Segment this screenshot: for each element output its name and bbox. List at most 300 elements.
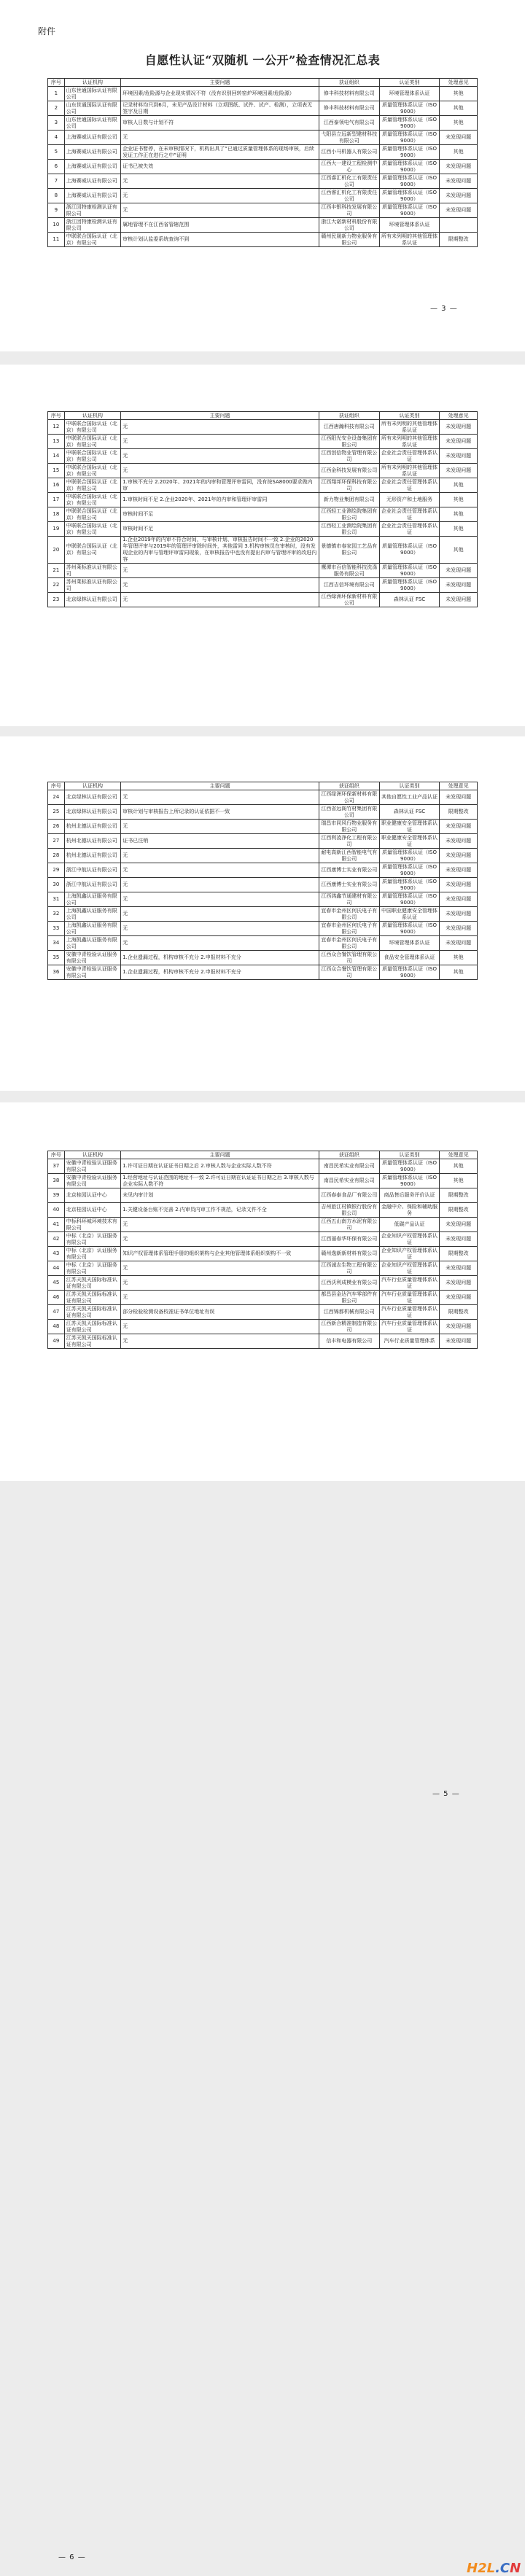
- cell-cert-category: 企业社会责任管理体系认证: [379, 507, 440, 522]
- cell-disposition: 其他: [440, 87, 478, 101]
- cell-disposition: 限期整改: [440, 1188, 478, 1203]
- table-row: [48, 1159, 478, 1174]
- cell-cert-body: 中联联合国际认证（北京）有限公司: [64, 420, 121, 435]
- cell-cert-category: 环境管理体系认证: [379, 87, 440, 101]
- inspection-table-page-3: [47, 782, 478, 980]
- cell-cert-body: 浙江中航认证有限公司: [64, 863, 121, 878]
- cell-cert-category: 汽车行业质量管理体系: [379, 1334, 440, 1349]
- cell-row-number: 10: [48, 218, 65, 233]
- table-row: [48, 174, 478, 189]
- cell-cert-body: 北京绿林认证有限公司: [64, 805, 121, 820]
- cell-cert-category: 质量管理体系认证（ISO9000）: [379, 101, 440, 116]
- cell-row-number: 17: [48, 493, 65, 507]
- cell-cert-body: 上海赛威认证有限公司: [64, 160, 121, 174]
- cell-cert-category: 企业社会责任管理体系认证: [379, 478, 440, 493]
- cell-certified-org: 新力物业集团有限公司: [319, 493, 379, 507]
- table-row: [48, 1232, 478, 1247]
- cell-disposition: 限期整改: [440, 233, 478, 247]
- table-row: [48, 1203, 478, 1218]
- cell-row-number: 30: [48, 878, 65, 892]
- cell-cert-category: 金融中介、保险和辅助服务: [379, 1203, 440, 1218]
- cell-disposition: 未发现问题: [440, 907, 478, 922]
- cell-certified-org: 弋阳县立远新型建材科技有限公司: [319, 131, 379, 145]
- cell-main-issue: 1.关键设备台账不完善 2.内审员内审工作不规范，记录文件不全: [121, 1203, 319, 1218]
- table-row: [48, 1247, 478, 1261]
- cell-main-issue: 1.经营地址与认证范围的地址不一致 2.许可证日期在认证证书日期之后 3.审核人数与企业实际人数不符: [121, 1174, 319, 1188]
- cell-certified-org: 江西丰银科技发展有限公司: [319, 203, 379, 218]
- cell-certified-org: 江西绿洲环保新材料有限公司: [319, 593, 379, 607]
- cell-certified-org: 江西泰领电气有限公司: [319, 116, 379, 131]
- cell-disposition: 未发现问题: [440, 1232, 478, 1247]
- cell-disposition: 其他: [440, 537, 478, 564]
- cell-main-issue: 无: [121, 892, 319, 907]
- cell-certified-org: 江西五山南方水泥有限公司: [319, 1218, 379, 1232]
- cell-main-issue: 无: [121, 907, 319, 922]
- cell-certified-org: 江西绿洲环保新材料有限公司: [319, 790, 379, 805]
- column-header-disposition: 处理意见: [440, 782, 478, 790]
- cell-row-number: 39: [48, 1188, 65, 1203]
- cell-cert-body: 杭州北德认证有限公司: [64, 834, 121, 849]
- cell-row-number: 25: [48, 805, 65, 820]
- cell-cert-body: 安徽中青检验认证服务有限公司: [64, 1159, 121, 1174]
- cell-row-number: 28: [48, 849, 65, 863]
- cell-disposition: 未发现问题: [440, 174, 478, 189]
- cell-cert-body: 上海凯鑫认证服务有限公司: [64, 922, 121, 936]
- column-header-row-number: 序号: [48, 782, 65, 790]
- table-row: [48, 1305, 478, 1320]
- cell-disposition: 未发现问题: [440, 820, 478, 834]
- cell-main-issue: 审核时间不足: [121, 507, 319, 522]
- cell-main-issue: 无: [121, 564, 319, 578]
- cell-disposition: 未发现问题: [440, 1218, 478, 1232]
- cell-cert-body: 江苏天凯天国际标准认证有限公司: [64, 1291, 121, 1305]
- cell-certified-org: 江西唐瀚科技有限公司: [319, 420, 379, 435]
- cell-cert-body: 苏州莱标准认证有限公司: [64, 578, 121, 593]
- cell-row-number: 33: [48, 922, 65, 936]
- cell-main-issue: 审核人日数与计划不符: [121, 116, 319, 131]
- cell-certified-org: 信丰和电器有限公司: [319, 1334, 379, 1349]
- cell-disposition: 其他: [440, 145, 478, 160]
- cell-cert-body: 江苏天凯天国际标准认证有限公司: [64, 1305, 121, 1320]
- cell-certified-org: 耐电高新江西智能电气有限公司: [319, 849, 379, 863]
- cell-certified-org: 江西睿汇机化工有限责任公司: [319, 189, 379, 203]
- cell-cert-body: 中联联合国际认证（北京）有限公司: [64, 449, 121, 464]
- cell-main-issue: 1.审核不充分 2.2020年、2021年的内审和管理评审雷同，没有按SA8000要求做内审: [121, 478, 319, 493]
- cell-main-issue: 无: [121, 593, 319, 607]
- cell-disposition: 未发现问题: [440, 203, 478, 218]
- cell-certified-org: 江西众合餐饮管理有限公司: [319, 951, 379, 965]
- table-row: [48, 87, 478, 101]
- cell-disposition: 未发现问题: [440, 449, 478, 464]
- cell-certified-org: 南昌民希实业有限公司: [319, 1174, 379, 1188]
- cell-certified-org: 江西阳光安全设备集团有限公司: [319, 435, 379, 449]
- cell-cert-body: 浙江中航认证有限公司: [64, 878, 121, 892]
- cell-certified-org: 鹰潭市百信智能科技洗涤服务有限公司: [319, 564, 379, 578]
- table-row: [48, 593, 478, 607]
- cell-row-number: 14: [48, 449, 65, 464]
- cell-certified-org: 浙江大诺新材料股份有限公司: [319, 218, 379, 233]
- column-header-cert-body: 认证机构: [64, 1151, 121, 1159]
- table-row: [48, 160, 478, 174]
- cell-certified-org: 江西大一建设工程检测中心: [319, 160, 379, 174]
- cell-row-number: 44: [48, 1261, 65, 1276]
- column-header-certified-org: 获证组织: [319, 1151, 379, 1159]
- inspection-table-page-4: [47, 1151, 478, 1349]
- cell-certified-org: 江西吉信环境有限公司: [319, 578, 379, 593]
- cell-main-issue: 无: [121, 936, 319, 951]
- cell-disposition: 未发现问题: [440, 922, 478, 936]
- table-header-row: [48, 1151, 478, 1159]
- cell-cert-category: 质量管理体系认证（ISO9000）: [379, 1174, 440, 1188]
- cell-cert-body: 上海凯鑫认证服务有限公司: [64, 936, 121, 951]
- table-row: [48, 116, 478, 131]
- cell-main-issue: 审核计划与审核报告上所记录的认证依据不一致: [121, 805, 319, 820]
- cell-cert-category: 质量管理体系认证（ISO9000）: [379, 922, 440, 936]
- cell-certified-org: 宜春市金州区何氏电子有限公司: [319, 907, 379, 922]
- cell-cert-body: 浙江因特康检测认证有限公司: [64, 218, 121, 233]
- table-row: [48, 1218, 478, 1232]
- cell-cert-category: 质量管理体系认证（ISO9000）: [379, 160, 440, 174]
- cell-main-issue: 1.企业遗漏过程，机构审核不充分 2.申报材料不充分: [121, 951, 319, 965]
- cell-cert-body: 中联联合国际认证（北京）有限公司: [64, 493, 121, 507]
- table-row: [48, 189, 478, 203]
- cell-row-number: 36: [48, 965, 65, 980]
- cell-cert-body: 山东世通国际认证有限公司: [64, 116, 121, 131]
- table-row: [48, 522, 478, 537]
- cell-disposition: 未发现问题: [440, 834, 478, 849]
- cell-row-number: 12: [48, 420, 65, 435]
- column-header-main-issue: 主要问题: [121, 79, 319, 87]
- cell-certified-org: 都昌县金达汽车零部件有限公司: [319, 1291, 379, 1305]
- document-title: 自愿性认证“双随机 一公开”检查情况汇总表: [144, 53, 381, 67]
- table-row: [48, 203, 478, 218]
- cell-cert-category: 质量管理体系认证（ISO9000）: [379, 203, 440, 218]
- cell-cert-body: 安徽中青检验认证服务有限公司: [64, 1174, 121, 1188]
- page-number: — 6 —: [58, 2553, 86, 2561]
- cell-cert-category: 质量管理体系认证（ISO9000）: [379, 578, 440, 593]
- table-row: [48, 922, 478, 936]
- cell-cert-category: 质量管理体系认证（ISO9000）: [379, 892, 440, 907]
- table-row: [48, 1334, 478, 1349]
- cell-cert-body: 中标科环城环境技术有限公司: [64, 1218, 121, 1232]
- cell-disposition: 其他: [440, 965, 478, 980]
- column-header-cert-category: 认证类别: [379, 79, 440, 87]
- table-row: [48, 449, 478, 464]
- cell-certified-org: 江西创信物业管理有限公司: [319, 449, 379, 464]
- cell-cert-category: 质量管理体系认证（ISO9000）: [379, 116, 440, 131]
- cell-row-number: 41: [48, 1218, 65, 1232]
- cell-row-number: 13: [48, 435, 65, 449]
- cell-cert-category: 职业健康安全管理体系认证: [379, 834, 440, 849]
- cell-disposition: 限期整改: [440, 1247, 478, 1261]
- column-header-row-number: 序号: [48, 1151, 65, 1159]
- cell-cert-body: 中联联合国际认证（北京）有限公司: [64, 435, 121, 449]
- cell-cert-category: 企业社会责任管理体系认证: [379, 449, 440, 464]
- cell-row-number: 37: [48, 1159, 65, 1174]
- table-header-row: [48, 79, 478, 87]
- cell-cert-body: 中标（北京）认证服务有限公司: [64, 1261, 121, 1276]
- cell-main-issue: 审核时间不足: [121, 522, 319, 537]
- cell-row-number: 43: [48, 1247, 65, 1261]
- cell-disposition: [440, 218, 478, 233]
- cell-disposition: 其他: [440, 101, 478, 116]
- cell-certified-org: 江西康博士实业有限公司: [319, 878, 379, 892]
- cell-disposition: 其他: [440, 1174, 478, 1188]
- cell-cert-body: 苏州莱标准认证有限公司: [64, 564, 121, 578]
- cell-disposition: 未发现问题: [440, 160, 478, 174]
- cell-disposition: 未发现问题: [440, 1261, 478, 1276]
- cell-disposition: 未发现问题: [440, 435, 478, 449]
- cell-certified-org: 江西众合餐饮管理有限公司: [319, 965, 379, 980]
- cell-main-issue: 无: [121, 790, 319, 805]
- table-row: [48, 101, 478, 116]
- cell-row-number: 29: [48, 863, 65, 878]
- cell-row-number: 9: [48, 203, 65, 218]
- cell-main-issue: 无: [121, 849, 319, 863]
- cell-cert-category: 企业知识产权管理体系认证: [379, 1261, 440, 1276]
- cell-certified-org: 修丰科技材料有限公司: [319, 87, 379, 101]
- cell-certified-org: 江西沃利成模业有限公司: [319, 1276, 379, 1291]
- cell-certified-org: 江西轻工业测绘院集团有限公司: [319, 522, 379, 537]
- cell-cert-category: 质量管理体系认证（ISO9000）: [379, 1159, 440, 1174]
- cell-cert-body: 上海赛威认证有限公司: [64, 189, 121, 203]
- cell-certified-org: 瑞昌市同风行物业服务有限公司: [319, 820, 379, 834]
- cell-cert-category: 森林认证 FSC: [379, 805, 440, 820]
- cell-cert-category: 环境管理体系认证: [379, 936, 440, 951]
- table-row: [48, 1276, 478, 1291]
- cell-row-number: 34: [48, 936, 65, 951]
- cell-disposition: 未发现问题: [440, 420, 478, 435]
- table-row: [48, 420, 478, 435]
- column-header-row-number: 序号: [48, 79, 65, 87]
- cell-row-number: 31: [48, 892, 65, 907]
- cell-disposition: 未发现问题: [440, 1276, 478, 1291]
- cell-main-issue: 审核计划认监委系统查询不到: [121, 233, 319, 247]
- cell-certified-org: 江西小马机器人有限公司: [319, 145, 379, 160]
- cell-cert-category: 汽车行业质量管理体系认证: [379, 1291, 440, 1305]
- cell-cert-body: 中联联合国际认证（北京）有限公司: [64, 537, 121, 564]
- cell-main-issue: 证书已被失效: [121, 160, 319, 174]
- cell-main-issue: 无: [121, 578, 319, 593]
- cell-disposition: 限期整改: [440, 1305, 478, 1320]
- cell-disposition: 未发现问题: [440, 1291, 478, 1305]
- cell-main-issue: 记录材料均只到6月，未见产品设计材料（立项图纸、试件、试产、检测），立项表无签字及日期: [121, 101, 319, 116]
- cell-certified-org: 江西诚志生物工程有限公司: [319, 1261, 379, 1276]
- cell-certified-org: 江西春泰食品厂有限公司: [319, 1188, 379, 1203]
- cell-disposition: 限期整改: [440, 805, 478, 820]
- table-row: [48, 790, 478, 805]
- table-row: [48, 805, 478, 820]
- table-row: [48, 936, 478, 951]
- column-header-cert-category: 认证类别: [379, 782, 440, 790]
- cell-cert-category: 质量管理体系认证（ISO9000）: [379, 537, 440, 564]
- table-row: [48, 145, 478, 160]
- cell-cert-body: 浙江因特康检测认证有限公司: [64, 203, 121, 218]
- cell-cert-body: 江苏天凯天国际标准认证有限公司: [64, 1276, 121, 1291]
- cell-cert-body: 中标（北京）认证服务有限公司: [64, 1232, 121, 1247]
- cell-cert-body: 中联联合国际认证（北京）有限公司: [64, 522, 121, 537]
- cell-cert-category: 食品安全管理体系认证: [379, 951, 440, 965]
- cell-disposition: 未发现问题: [440, 593, 478, 607]
- cell-disposition: 未发现问题: [440, 849, 478, 863]
- cell-row-number: 22: [48, 578, 65, 593]
- table-header-row: [48, 412, 478, 420]
- column-header-disposition: 处理意见: [440, 79, 478, 87]
- column-header-row-number: 序号: [48, 412, 65, 420]
- cell-main-issue: 无: [121, 174, 319, 189]
- table-row: [48, 1174, 478, 1188]
- cell-disposition: 未发现问题: [440, 936, 478, 951]
- table-row: [48, 131, 478, 145]
- cell-row-number: 2: [48, 101, 65, 116]
- cell-cert-category: 无形资产和土地服务: [379, 493, 440, 507]
- cell-cert-category: 森林认证 FSC: [379, 593, 440, 607]
- cell-main-issue: 无: [121, 820, 319, 834]
- table-row: [48, 233, 478, 247]
- cell-cert-body: 上海凯鑫认证服务有限公司: [64, 892, 121, 907]
- cell-main-issue: 1.企业遗漏过程，机构审核不充分 2.申报材料不充分: [121, 965, 319, 980]
- cell-cert-category: 职业健康安全管理体系认证: [379, 820, 440, 834]
- cell-row-number: 16: [48, 478, 65, 493]
- cell-cert-category: 中国职业健康安全管理体系认证: [379, 907, 440, 922]
- table-row: [48, 834, 478, 849]
- cell-cert-category: 质量管理体系认证（ISO9000）: [379, 878, 440, 892]
- cell-row-number: 35: [48, 951, 65, 965]
- cell-cert-category: 质量管理体系认证（ISO9000）: [379, 564, 440, 578]
- cell-cert-body: 北京绿林认证有限公司: [64, 593, 121, 607]
- inspection-table-page-2: [47, 411, 478, 607]
- cell-cert-body: 江苏天凯天国际标准认证有限公司: [64, 1334, 121, 1349]
- cell-certified-org: 江西鸿鑫节通建材有限公司: [319, 892, 379, 907]
- cell-cert-body: 安徽中青检验认证服务有限公司: [64, 965, 121, 980]
- table-row: [48, 1188, 478, 1203]
- cell-row-number: 18: [48, 507, 65, 522]
- cell-certified-org: 江西翔邦环保科技有限公司: [319, 478, 379, 493]
- cell-certified-org: 江西金科技发展有限公司: [319, 464, 379, 478]
- table-row: [48, 849, 478, 863]
- cell-row-number: 8: [48, 189, 65, 203]
- cell-main-issue: 无: [121, 863, 319, 878]
- cell-row-number: 46: [48, 1291, 65, 1305]
- cell-disposition: 未发现问题: [440, 878, 478, 892]
- cell-cert-category: 汽车行业质量管理体系认证: [379, 1305, 440, 1320]
- cell-row-number: 32: [48, 907, 65, 922]
- cell-disposition: 其他: [440, 951, 478, 965]
- cell-main-issue: 部分检验检测设备校准证书单位地址有误: [121, 1305, 319, 1320]
- column-header-certified-org: 获证组织: [319, 412, 379, 420]
- cell-cert-body: 上海凯鑫认证服务有限公司: [64, 907, 121, 922]
- cell-main-issue: 无: [121, 131, 319, 145]
- cell-main-issue: 无: [121, 189, 319, 203]
- cell-disposition: 限期整改: [440, 1203, 478, 1218]
- table-row: [48, 1320, 478, 1334]
- cell-cert-body: 中联联合国际认证（北京）有限公司: [64, 507, 121, 522]
- cell-cert-category: 质量管理体系认证（ISO9000）: [379, 145, 440, 160]
- cell-main-issue: 无: [121, 1291, 319, 1305]
- cell-certified-org: 江西康博士实业有限公司: [319, 863, 379, 878]
- cell-cert-category: 质量管理体系认证（ISO9000）: [379, 131, 440, 145]
- cell-cert-body: 中标（北京）认证服务有限公司: [64, 1247, 121, 1261]
- column-header-cert-category: 认证类别: [379, 412, 440, 420]
- cell-cert-category: 所有未列明的其他管理体系认证: [379, 435, 440, 449]
- table-row: [48, 493, 478, 507]
- cell-cert-body: 山东世通国际认证有限公司: [64, 87, 121, 101]
- cell-main-issue: 1.审核时间不足 2.企业2020年、2021年的内审和管理评审雷同: [121, 493, 319, 507]
- cell-disposition: 未发现问题: [440, 892, 478, 907]
- cell-cert-body: 中联联合国际认证（北京）有限公司: [64, 233, 121, 247]
- cell-row-number: 7: [48, 174, 65, 189]
- cell-cert-category: 企业知识产权管理体系认证: [379, 1232, 440, 1247]
- table-row: [48, 218, 478, 233]
- cell-cert-category: 质量管理体系认证（ISO9000）: [379, 189, 440, 203]
- table-row: [48, 564, 478, 578]
- cell-main-issue: 知识产权管理体系管理手册的组织架构与企业其他管理体系组织架构不一致: [121, 1247, 319, 1261]
- cell-disposition: 其他: [440, 1159, 478, 1174]
- cell-cert-category: 低碳产品认证: [379, 1218, 440, 1232]
- cell-disposition: 未发现问题: [440, 578, 478, 593]
- page-number: — 3 —: [430, 305, 458, 313]
- cell-main-issue: 1.企业2019年的内审不符合时间，与审核计划、审核报告时间不一致 2.企业的2020年管理评审与2019年的管理评审除时间外，其他雷同 3.机构审核员在审核时，没有发现企业的内审与管理评审雷同现象，在审核报告中也没有提出内审与管理评审的改进内容: [121, 537, 319, 564]
- cell-cert-category: 其他自愿性工业产品认证: [379, 790, 440, 805]
- cell-main-issue: 无: [121, 1276, 319, 1291]
- cell-row-number: 49: [48, 1334, 65, 1349]
- cell-main-issue: 无: [121, 464, 319, 478]
- cell-row-number: 3: [48, 116, 65, 131]
- cell-cert-body: 中联联合国际认证（北京）有限公司: [64, 464, 121, 478]
- cell-row-number: 47: [48, 1305, 65, 1320]
- cell-disposition: 未发现问题: [440, 131, 478, 145]
- cell-row-number: 19: [48, 522, 65, 537]
- cell-cert-body: 上海赛威认证有限公司: [64, 131, 121, 145]
- cell-disposition: 未发现问题: [440, 564, 478, 578]
- cell-row-number: 23: [48, 593, 65, 607]
- cell-certified-org: 江西丽春华环保有限公司: [319, 1232, 379, 1247]
- cell-certified-org: 赣州逸新新材料有限公司: [319, 1247, 379, 1261]
- column-header-main-issue: 主要问题: [121, 412, 319, 420]
- cell-main-issue: 无: [121, 203, 319, 218]
- cell-cert-body: 杭州北德认证有限公司: [64, 849, 121, 863]
- cell-row-number: 40: [48, 1203, 65, 1218]
- column-header-cert-body: 认证机构: [64, 79, 121, 87]
- cell-disposition: 未发现问题: [440, 863, 478, 878]
- cell-cert-body: 上海赛威认证有限公司: [64, 174, 121, 189]
- table-row: [48, 464, 478, 478]
- column-header-main-issue: 主要问题: [121, 1151, 319, 1159]
- cell-main-issue: 无: [121, 922, 319, 936]
- cell-disposition: 未发现问题: [440, 464, 478, 478]
- cell-row-number: 48: [48, 1320, 65, 1334]
- table-row: [48, 1261, 478, 1276]
- cell-main-issue: 无: [121, 420, 319, 435]
- cell-cert-body: 安徽中青检验认证服务有限公司: [64, 951, 121, 965]
- column-header-certified-org: 获证组织: [319, 782, 379, 790]
- table-row: [48, 537, 478, 564]
- cell-row-number: 45: [48, 1276, 65, 1291]
- cell-cert-category: 质量管理体系认证（ISO9000）: [379, 863, 440, 878]
- cell-row-number: 38: [48, 1174, 65, 1188]
- cell-main-issue: 环境因素/危险源与企业现实情况不符（没有识别回转窑炉环境因素/危险源）: [121, 87, 319, 101]
- cell-certified-org: 江西轻工业测绘院集团有限公司: [319, 507, 379, 522]
- cell-row-number: 4: [48, 131, 65, 145]
- table-row: [48, 892, 478, 907]
- cell-cert-body: 北京绿林认证有限公司: [64, 790, 121, 805]
- cell-main-issue: 1.许可证日期在认证证书日期之后 2.审核人数与企业实际人数不符: [121, 1159, 319, 1174]
- cell-main-issue: 无: [121, 1334, 319, 1349]
- cell-cert-category: 企业知识产权管理体系认证: [379, 1247, 440, 1261]
- cell-cert-category: 质量管理体系认证（ISO9000）: [379, 174, 440, 189]
- column-header-cert-body: 认证机构: [64, 412, 121, 420]
- cell-main-issue: 无: [121, 449, 319, 464]
